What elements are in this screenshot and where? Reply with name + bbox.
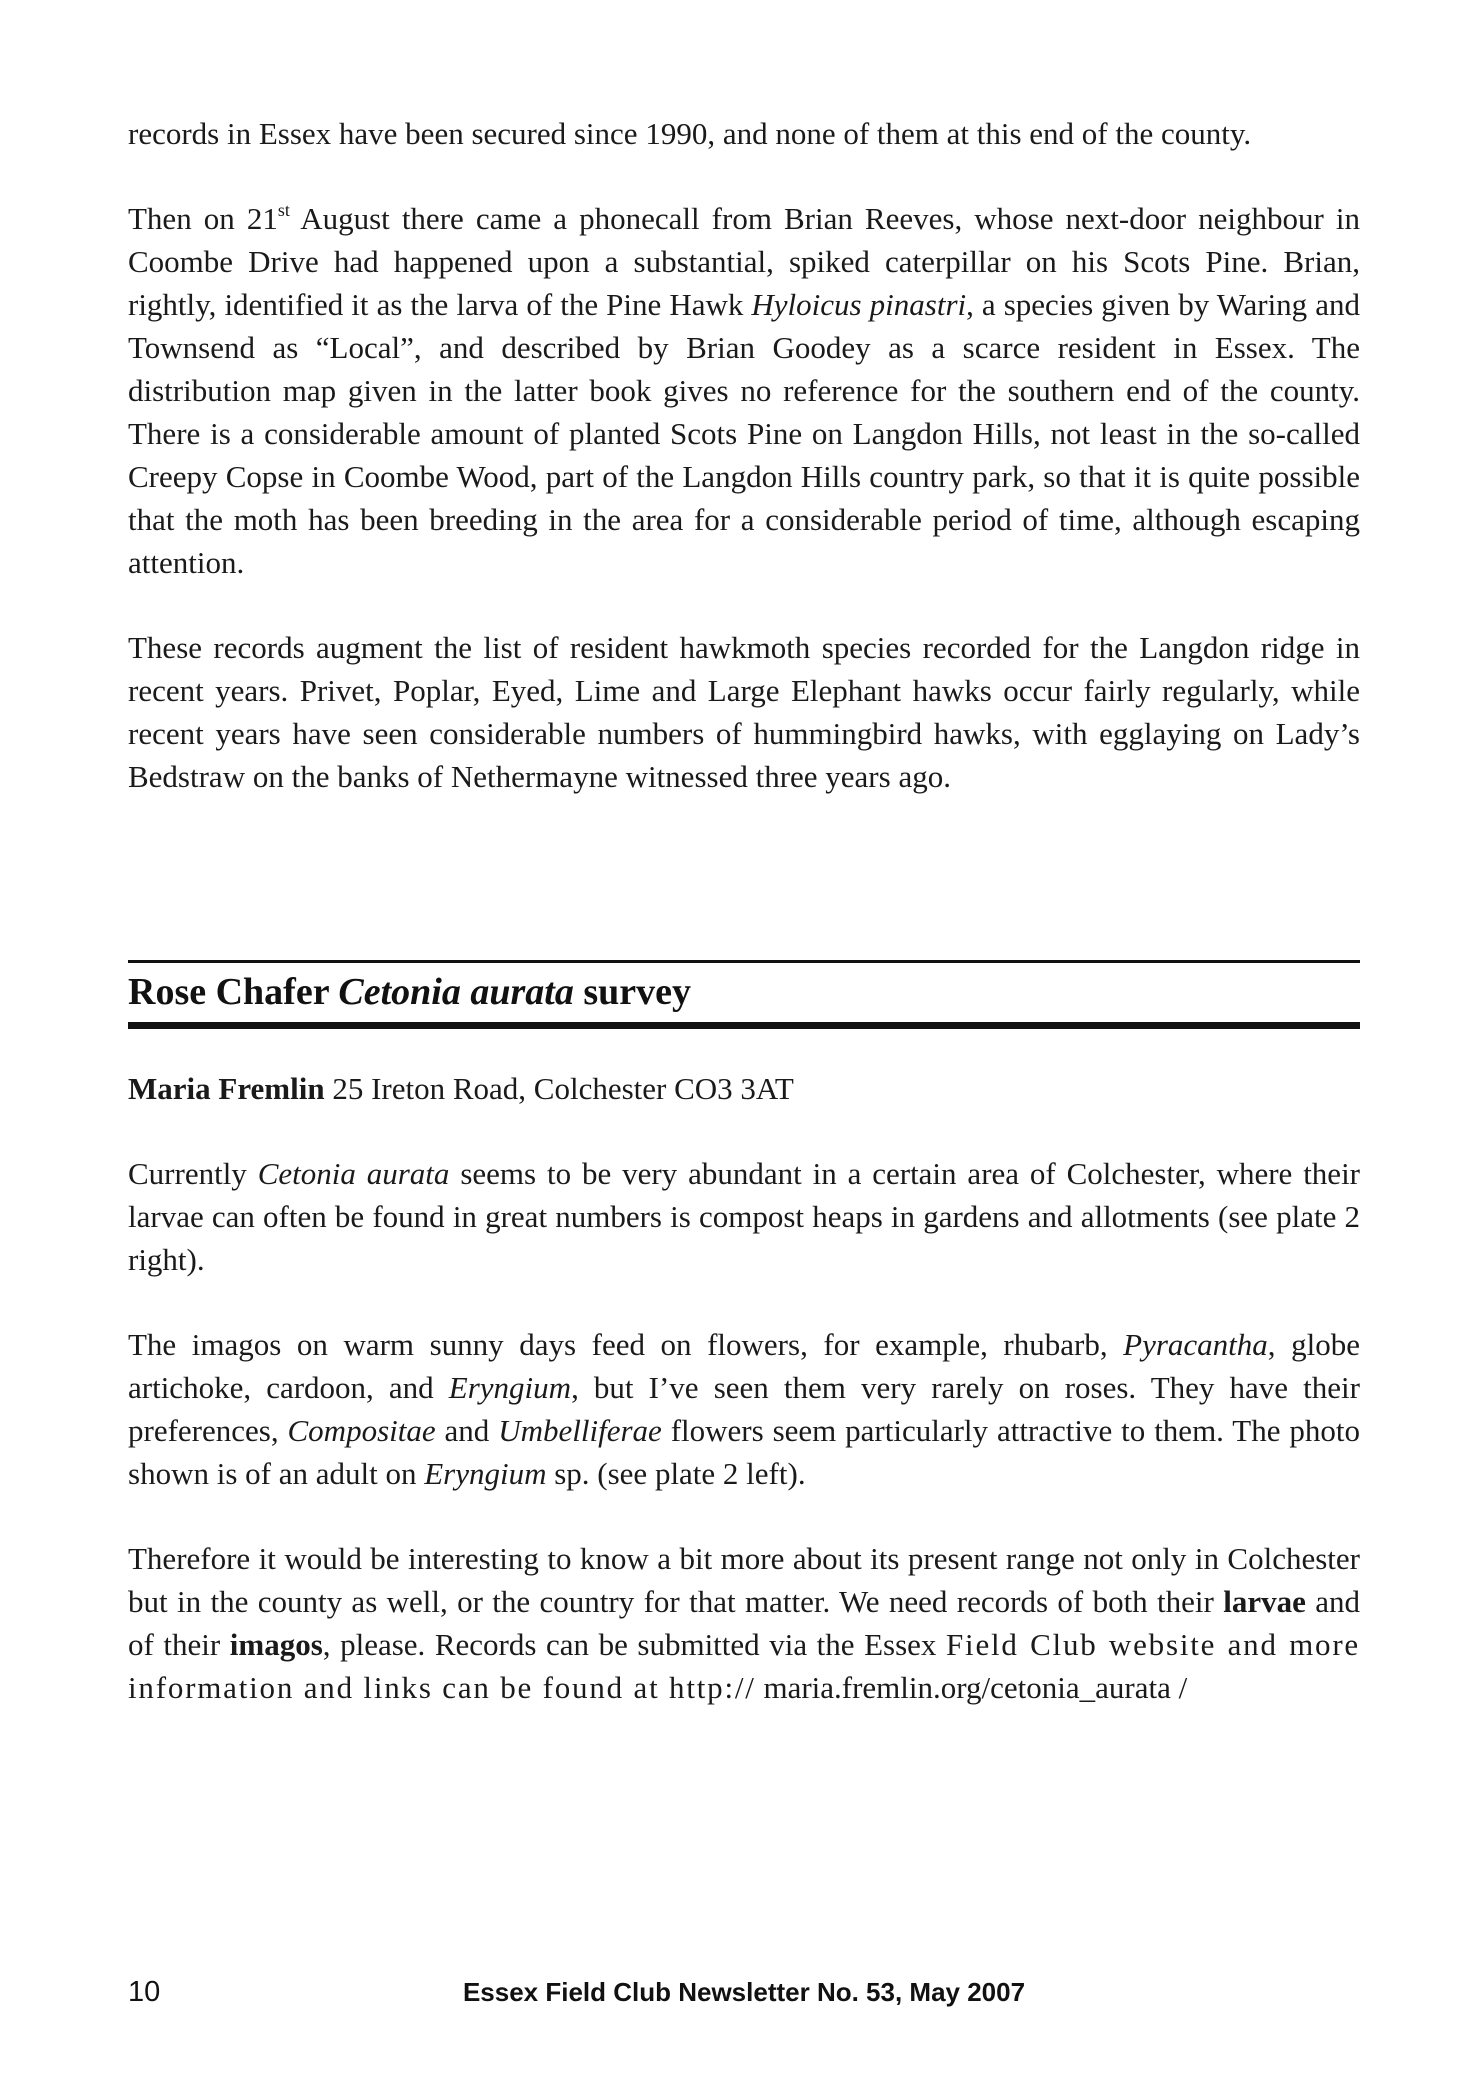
paragraph-text: , but I’ve seen them very rarely on roses. They have their preferences, bbox=[128, 1370, 1360, 1448]
emphasis-larvae: larvae bbox=[1223, 1584, 1306, 1619]
paragraph-pine-hawk bbox=[128, 197, 1360, 584]
paragraph-text: , please. Records can be submitted via the Essex bbox=[322, 1627, 946, 1662]
newsletter-title: Essex Field Club Newsletter No. 53, May 2007 bbox=[462, 1977, 1026, 2007]
heading-text: survey bbox=[573, 971, 691, 1013]
author-address: 25 Ireton Road, Colchester CO3 3AT bbox=[324, 1071, 794, 1106]
paragraph-text: Currently bbox=[128, 1156, 258, 1191]
heading-text: Rose Chafer bbox=[128, 971, 339, 1013]
paragraph-text: August there came a phonecall from Brian Reeves, whose next-door neighbour in Coombe Drive had happened upon a substantial, spiked caterpillar on his Scots Pine. Brian, rightly, identified it as the larva of the Pine Hawk bbox=[128, 201, 1360, 322]
paragraph-hawkmoth-species bbox=[128, 626, 1360, 798]
plant-family: Compositae bbox=[287, 1413, 436, 1448]
paragraph-text: , globe artichoke, cardoon, and bbox=[128, 1327, 1360, 1405]
paragraph-text: and of their bbox=[128, 1584, 1361, 1662]
author-name: Maria Fremlin bbox=[128, 1071, 325, 1106]
paragraph-text: records in Essex have been secured since 1990, and none of them at this end of the county. bbox=[128, 116, 1252, 151]
page-footer bbox=[128, 1974, 1360, 2014]
paragraph-text: Then on 21 bbox=[128, 201, 278, 236]
emphasis-imagos: imagos bbox=[229, 1627, 323, 1662]
section-heading bbox=[128, 967, 1360, 1017]
paragraph-records-request bbox=[128, 1537, 1360, 1709]
species-name: Hyloicus pinastri bbox=[751, 287, 967, 322]
ordinal-suffix: st bbox=[277, 200, 290, 220]
heading-species-name: Cetonia aurata bbox=[338, 971, 574, 1013]
paragraph-cetonia-abundance bbox=[128, 1152, 1360, 1281]
paragraph-text: Field Club website and more information and links can be found at http:// bbox=[128, 1627, 1360, 1705]
plant-name: Eryngium bbox=[448, 1370, 572, 1405]
paragraph-text: These records augment the list of resident hawkmoth species recorded for the Langdon ridge in recent years. Privet, Poplar, Eyed, Lime and Large Elephant hawks occur fairly regularly, while recent years have seen considerable numbers of hummingbird hawks, with egglaying on Lady’s Bedstraw on the banks of Nethermayne witnessed three years ago. bbox=[128, 630, 1360, 794]
paragraph-text: The imagos on warm sunny days feed on flowers, for example, rhubarb, bbox=[128, 1327, 1124, 1362]
paragraph-imagos-flowers bbox=[128, 1323, 1360, 1495]
plant-name: Eryngium bbox=[424, 1456, 547, 1491]
page-number: 10 bbox=[128, 1976, 161, 2008]
byline bbox=[128, 1067, 1360, 1110]
plant-name: Pyracantha bbox=[1123, 1327, 1268, 1362]
plant-family: Umbelliferae bbox=[498, 1413, 662, 1448]
section-spacer bbox=[128, 840, 1360, 960]
paragraph-text: seems to be very abundant in a certain area of Colchester, where their larvae can often be found in great numbers is compost heaps in gardens and allotments (see plate 2 right). bbox=[128, 1156, 1361, 1277]
paragraph-text: , a species given by Waring and Townsend as “Local”, and described by Brian Goodey as a scarce resident in Essex. The distribution map given in the latter book gives no reference for the southern end of the county. There is a considerable amount of planted Scots Pine on Langdon Hills, not least in the so-called Creepy Copse in Coombe Wood, part of the Langdon Hills country park, so that it is quite possible that the moth has been breeding in the area for a considerable period of time, although escaping attention. bbox=[128, 287, 1360, 580]
paragraph-text: flowers seem particularly attractive to them. The photo shown is of an adult on bbox=[128, 1413, 1360, 1491]
paragraph-text: and bbox=[435, 1413, 499, 1448]
paragraph-text: Therefore it would be interesting to know a bit more about its present range not only in Colchester but in the county as well, or the country for that matter. We need records of both their bbox=[128, 1541, 1360, 1619]
page-content bbox=[128, 112, 1360, 1751]
paragraph-records-essex bbox=[128, 112, 1360, 155]
paragraph-text: sp. (see plate 2 left). bbox=[546, 1456, 806, 1491]
section-heading-rule bbox=[128, 960, 1360, 1029]
species-name: Cetonia aurata bbox=[257, 1156, 450, 1191]
website-url: maria.fremlin.org/cetonia_aurata / bbox=[755, 1670, 1188, 1705]
